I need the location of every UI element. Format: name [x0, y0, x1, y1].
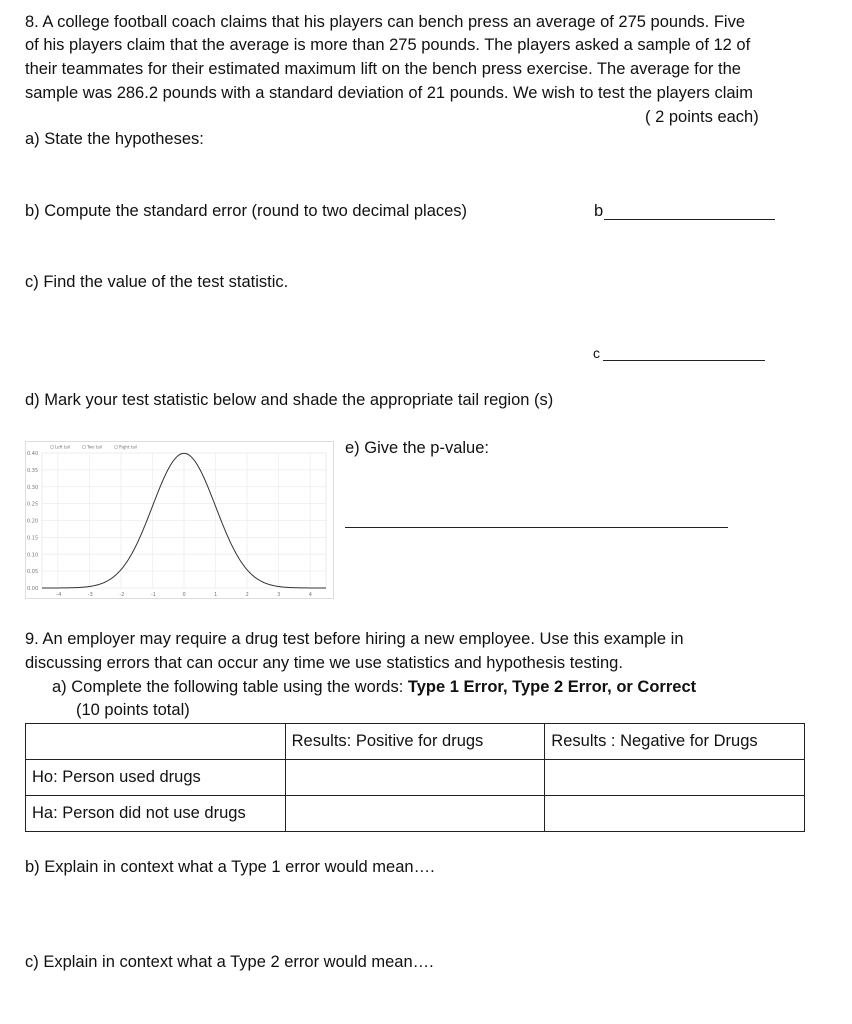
q8-line-3: their teammates for their estimated maximum lift on the bench press exercise. The average for the [25, 60, 741, 78]
q9-line-2: discussing errors that can occur any time we use statistics and hypothesis testing. [25, 654, 623, 672]
y-tick-label: 0.20 [27, 518, 39, 525]
q8-part-e: e) Give the p-value: [345, 439, 489, 457]
y-tick-label: 0.15 [27, 535, 39, 542]
x-tick-label: -1 [150, 592, 156, 598]
y-tick-label: 0.30 [27, 484, 39, 491]
legend-label: Two tail [87, 444, 103, 450]
table-row [26, 760, 805, 796]
q8-b-blank-label: b [594, 202, 604, 220]
q8-line-2: of his players claim that the average is more than 275 pounds. The players asked a sample of 12 of [25, 36, 751, 54]
legend-label: Right tail [119, 444, 138, 450]
q9-line-1: 9. An employer may require a drug test before hiring a new employee. Use this example in [25, 630, 684, 648]
q8-part-c: c) Find the value of the test statistic. [25, 273, 289, 291]
q8-line-4: sample was 286.2 pounds with a standard deviation of 21 pounds. We wish to test the players claim [25, 84, 753, 102]
x-tick-label: 1 [214, 592, 218, 598]
table-cell-ho-negative[interactable] [545, 760, 805, 796]
q9-part-c: c) Explain in context what a Type 2 error would mean…. [25, 953, 434, 971]
q8-line-1: 8. A college football coach claims that his players can bench press an average of 275 pounds. Five [25, 13, 746, 31]
normal-curve-svg[interactable] [25, 441, 334, 599]
q9-a-points: (10 points total) [76, 701, 190, 719]
table-cell-ho-positive[interactable] [285, 760, 545, 796]
q9-a-text: a) Complete the following table using the words: [52, 678, 408, 696]
x-tick-label: 4 [308, 592, 312, 598]
q8-part-a: a) State the hypotheses: [25, 130, 204, 148]
q8-c-blank-label: c [593, 345, 600, 361]
q8-b-answer-line[interactable] [604, 219, 775, 220]
q8-c-answer-line[interactable] [603, 360, 765, 361]
table-row-label-ho: Ho: Person used drugs [26, 760, 286, 796]
legend-radio-icon[interactable] [50, 445, 54, 449]
legend-radio-icon[interactable] [82, 445, 86, 449]
q9-a-bold-words: Type 1 Error, Type 2 Error, or Correct [407, 678, 697, 696]
q8-e-answer-line[interactable] [345, 527, 728, 528]
table-row-label-ha: Ha: Person did not use drugs [26, 796, 286, 832]
chart-frame [26, 442, 334, 599]
table-header-row [26, 724, 805, 760]
table-cell-ha-positive[interactable] [285, 796, 545, 832]
error-type-table [25, 723, 805, 832]
y-tick-label: 0.05 [27, 569, 39, 576]
legend-radio-icon[interactable] [114, 445, 118, 449]
x-tick-label: 0 [182, 592, 186, 598]
normal-curve-chart[interactable] [25, 441, 334, 599]
table-header-blank [26, 724, 286, 760]
x-tick-label: -3 [87, 592, 93, 598]
table-cell-ha-negative[interactable] [545, 796, 805, 832]
x-tick-label: 3 [277, 592, 281, 598]
x-tick-label: -4 [56, 592, 62, 598]
y-tick-label: 0.35 [27, 467, 39, 474]
table-row [26, 796, 805, 832]
q9-part-b: b) Explain in context what a Type 1 error would mean…. [25, 858, 435, 876]
q9-part-a [52, 676, 696, 700]
x-tick-label: 2 [245, 592, 249, 598]
legend-label: Left tail [55, 444, 71, 450]
q8-points: ( 2 points each) [645, 108, 759, 126]
table-header-negative: Results : Negative for Drugs [545, 724, 805, 760]
y-tick-label: 0.00 [27, 586, 39, 592]
x-tick-label: -2 [119, 592, 125, 598]
y-tick-label: 0.10 [27, 552, 39, 559]
table-header-positive: Results: Positive for drugs [285, 724, 545, 760]
q8-part-b: b) Compute the standard error (round to two decimal places) [25, 202, 468, 220]
y-tick-label: 0.25 [27, 501, 39, 508]
y-tick-label: 0.40 [27, 451, 39, 457]
q8-part-d: d) Mark your test statistic below and shade the appropriate tail region (s) [25, 391, 554, 409]
